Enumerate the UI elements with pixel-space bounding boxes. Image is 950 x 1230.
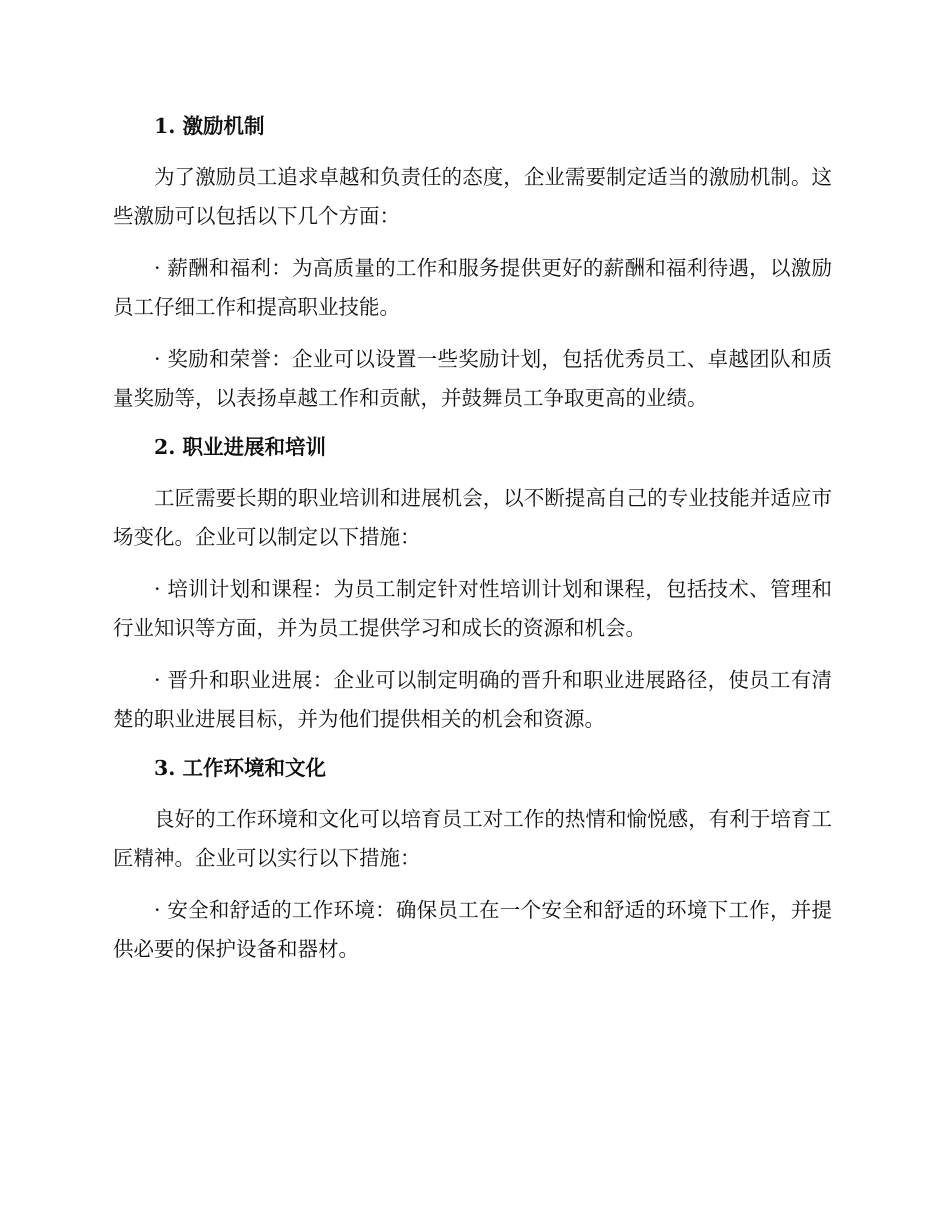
paragraph: 工匠需要长期的职业培训和进展机会，以不断提高自己的专业技能并适应市场变化。企业可以制定以下措施：: [113, 486, 832, 549]
section-heading-3: 3. 工作环境和文化: [154, 756, 327, 780]
section-heading-1: 1. 激励机制: [154, 114, 265, 138]
paragraph: 为了激励员工追求卓越和负责任的态度，企业需要制定适当的激励机制。这些激励可以包括以下几个方面：: [113, 165, 832, 228]
bullet-paragraph: · 晋升和职业进展：企业可以制定明确的晋升和职业进展路径，使员工有清楚的职业进展目标，并为他们提供相关的机会和资源。: [113, 668, 832, 731]
bullet-paragraph: · 薪酬和福利：为高质量的工作和服务提供更好的薪酬和福利待遇，以激励员工仔细工作和提高职业技能。: [113, 256, 832, 319]
bullet-paragraph: · 培训计划和课程：为员工制定针对性培训计划和课程，包括技术、管理和行业知识等方面，并为员工提供学习和成长的资源和机会。: [113, 577, 832, 640]
paragraph: 良好的工作环境和文化可以培育员工对工作的热情和愉悦感，有利于培育工匠精神。企业可以实行以下措施：: [113, 807, 832, 870]
bullet-paragraph: · 安全和舒适的工作环境：确保员工在一个安全和舒适的环境下工作，并提供必要的保护设备和器材。: [113, 898, 832, 961]
section-heading-2: 2. 职业进展和培训: [154, 435, 327, 459]
bullet-paragraph: · 奖励和荣誉：企业可以设置一些奖励计划，包括优秀员工、卓越团队和质量奖励等，以表扬卓越工作和贡献，并鼓舞员工争取更高的业绩。: [113, 347, 832, 410]
